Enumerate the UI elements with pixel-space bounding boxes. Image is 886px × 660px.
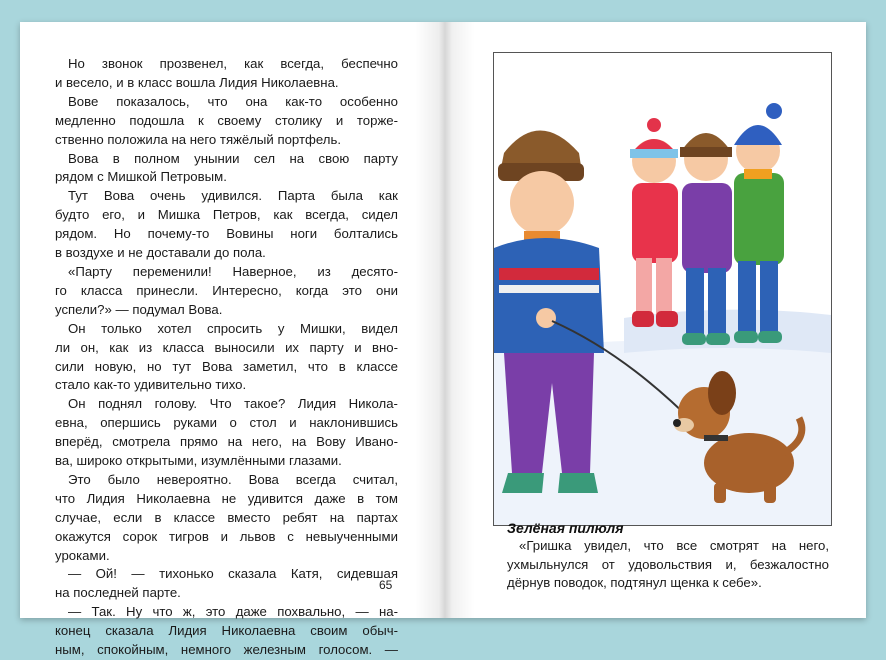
kid-blue-hat (734, 103, 784, 343)
text-line: случае, если в классе вместо ребят на партах (55, 509, 398, 525)
text-line: успели?» — подумал Вова. (55, 301, 223, 317)
text-line: что Лидия Николаевна не удивится даже в том (55, 490, 398, 506)
text-line: Он только хотел спросить у Мишки, видел (68, 320, 398, 336)
illustration-drawing (494, 53, 831, 525)
text-line: Вова в полном унынии сел на свою парту (68, 150, 398, 166)
text-line: Это было невероятно. Вова всегда считал, (68, 471, 398, 487)
text-line: конец сказала Лидия Николаевна своим обыч- (55, 623, 398, 639)
text-line: Но звонок прозвенел, как всегда, беспечно (68, 56, 398, 71)
text-line: рядом. Но почему-то Вовины ноги болтались (55, 226, 398, 242)
text-line: рядом с Мишкой Петровым. (55, 169, 227, 185)
right-page (443, 22, 866, 618)
text-line: сили новую, но тут Вова заметил, что в классе (55, 358, 398, 374)
text-line: Тут Вова очень удивился. Парта была как (68, 188, 398, 204)
kid-red-hat (630, 118, 678, 327)
text-line: медленно подошла к своему столику и торже- (55, 112, 398, 128)
text-line: евна, опершись руками о стол и наклонившись (55, 415, 398, 431)
text-line: и весело, и в класс вошла Лидия Николаевна. (55, 74, 339, 90)
text-line: стало как-то удивительно тихо. (55, 377, 247, 393)
text-line: ственно положила на него тяжёлый портфель. (55, 131, 341, 147)
text-line: будто его, и Мишка Петров, как всегда, сидел (55, 207, 398, 223)
page-number: 65 (379, 578, 393, 592)
text-line: ли он, как из класса выносили их парту и вно- (55, 339, 398, 355)
text-line: уроками. (55, 547, 110, 563)
text-line: — Ой! — тихонько сказала Катя, сидевшая (68, 566, 398, 582)
text-line: дёрнув поводок, подтянул щенка к себе». (507, 575, 762, 590)
text-line: Вове показалось, что она как-то особенно (68, 93, 398, 109)
text-line: Он поднял голову. Что такое? Лидия Никола- (68, 396, 398, 412)
text-line: в воздухе и не доставали до пола. (55, 245, 266, 261)
text-line: ухмыльнулся от удовольствия и, безжалостно (507, 556, 829, 572)
text-line: го класса принесли. Интересно, когда это они (55, 282, 398, 298)
text-line: ным, спокойным, немного железным голосом. — (55, 642, 398, 658)
text-line: вперёд, смотрела прямо на него, на Вову Ивано- (55, 434, 398, 450)
caption-text (507, 537, 829, 593)
caption-title: Зелёная пилюля (507, 520, 624, 536)
illustration (493, 52, 832, 526)
left-page (20, 22, 443, 658)
text-line: на последней парте. (55, 585, 181, 601)
text-line: окажутся сорок тигров и львов с невыученными (55, 528, 398, 544)
text-line: «Парту переменили! Наверное, из десято- (68, 263, 398, 279)
text-line: ва, широко открытыми, изумлёнными глазами. (55, 453, 342, 469)
text-line: — Так. Ну что ж, это даже похвально, — на- (68, 604, 398, 620)
story-text (55, 55, 398, 660)
open-book (20, 22, 866, 658)
text-line: «Гришка увидел, что все смотрят на него, (519, 538, 829, 553)
